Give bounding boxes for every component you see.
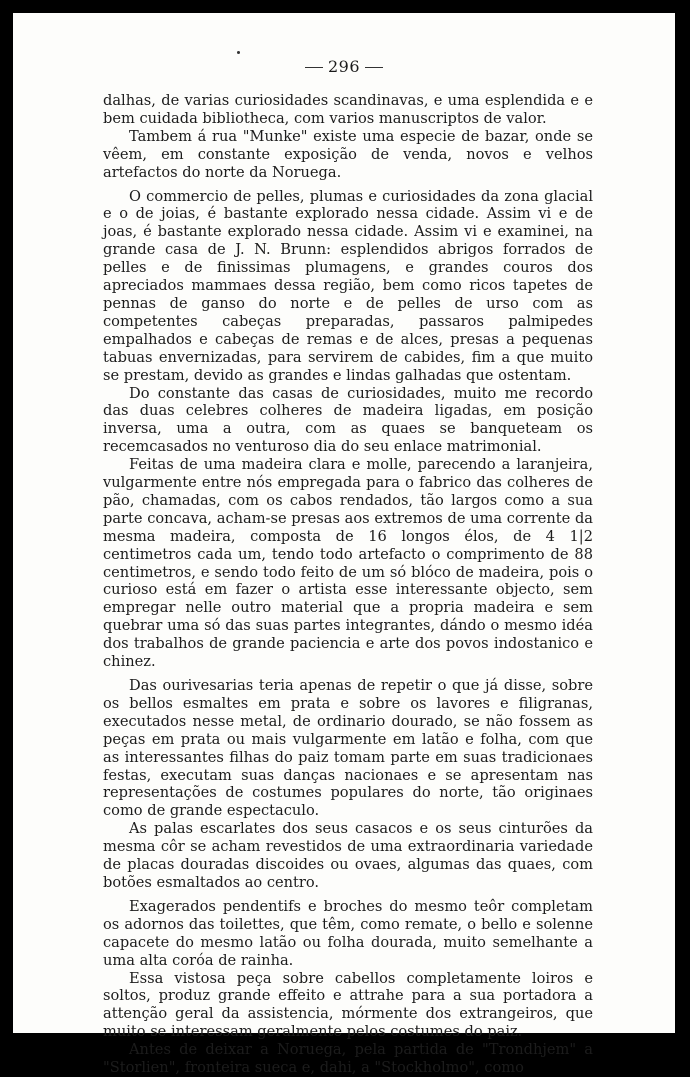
page-number: 296 xyxy=(327,57,361,76)
paragraph: As palas escarlates dos seus casacos e os seus cinturões da mesma côr se acham revestidos de uma extraordinaria variedade de placas douradas discoides ou ovaes, algumas das quaes, com botões esmaltados ao centro. xyxy=(103,820,593,891)
paragraph: dalhas, de varias curiosidades scandinavas, e uma esplendida e e bem cuidada bibliotheca, com varios manuscriptos de valor. xyxy=(103,92,593,127)
print-speck xyxy=(237,51,240,54)
paragraph: Antes de deixar a Noruega, pela partida de "Trondhjem" a "Storlien", fronteira sueca e, dahi, a "Stockholmo", como xyxy=(103,1041,593,1077)
paragraph: Essa vistosa peça sobre cabellos completamente loiros e soltos, produz grande effeito e attrahe para a sua portadora a attenção geral da assistencia, mórmente dos extrangeiros, que muito se interessam geralmente pelos costumes do paiz. xyxy=(103,969,593,1041)
paragraph: Das ourivesarias teria apenas de repetir o que já disse, sobre os bellos esmaltes em prata e sobre os lavores e filigranas, executados nesse metal, de ordinario dourado, se não fossem as peças em prata ou mais vulgarmente em latão e folha, com que as interessantes filhas do paiz tomam parte em suas tradicionaes festas, executam suas danças nacionaes e se apresentam nas representações de costumes populares do norte, tão originaes como de grande espectaculo. xyxy=(103,677,593,820)
header-dash-right xyxy=(365,67,383,68)
paragraph: Do constante das casas de curiosidades, muito me recordo das duas celebres colheres de madeira ligadas, em posição inversa, uma a outra, com as quaes se banqueteam os recemcasados no venturoso dia do seu enlace matrimonial. xyxy=(103,384,593,456)
paragraph: Tambem á rua "Munke" existe uma especie de bazar, onde se vêem, em constante exposição de venda, novos e velhos artefactos do norte da Noruega. xyxy=(103,127,593,181)
book-page xyxy=(13,13,675,1077)
paragraph: Feitas de uma madeira clara e molle, parecendo a laranjeira, vulgarmente entre nós empregada para o fabrico das colheres de pão, chamadas, com os cabos rendados, tão largos como a sua parte concava, acham-se presas aos extremos de uma corrente da mesma madeira, composta de 16 longos élos, de 4 1|2 centimetros cada um, tendo todo artefacto o comprimento de 88 centimetros, e sendo todo feito de um só blóco de madeira, pois o curioso está em fazer o artista esse interessante objecto, sem empregar nelle outro material que a propria madeira e sem quebrar uma só das suas partes integrantes, dándo o mesmo idéa dos trabalhos de grande paciencia e arte dos povos indostanico e chinez. xyxy=(103,456,593,671)
paragraph: O commercio de pelles, plumas e curiosidades da zona glacial e o de joias, é bastante explorado nessa cidade. Assim vi e de joas, é bastante explorado nessa cidade. Assim vi e examinei, na grande casa de J. N. Brunn: esplendidos abrigos forrados de pelles e de finissimas plumagens, e grandes couros dos apreciados mammaes dessa região, bem como ricos tapetes de pennas de ganso do norte e de pelles de urso com as competentes cabeças preparadas, passaros palmipedes empalhados e cabeças de remas e de alces, presas a pequenas tabuas envernizadas, para servirem de cabides, fim a que muito se prestam, devido as grandes e lindas galhadas que ostentam. xyxy=(103,187,593,384)
paragraph: Exagerados pendentifs e broches do mesmo teôr completam os adornos das toilettes, que têm, como remate, o bello e solenne capacete do mesmo latão ou folha dourada, muito semelhante a uma alta coróa de rainha. xyxy=(103,897,593,969)
body-text xyxy=(103,92,593,1077)
page-number-header xyxy=(13,57,675,76)
header-dash-left xyxy=(305,67,323,68)
